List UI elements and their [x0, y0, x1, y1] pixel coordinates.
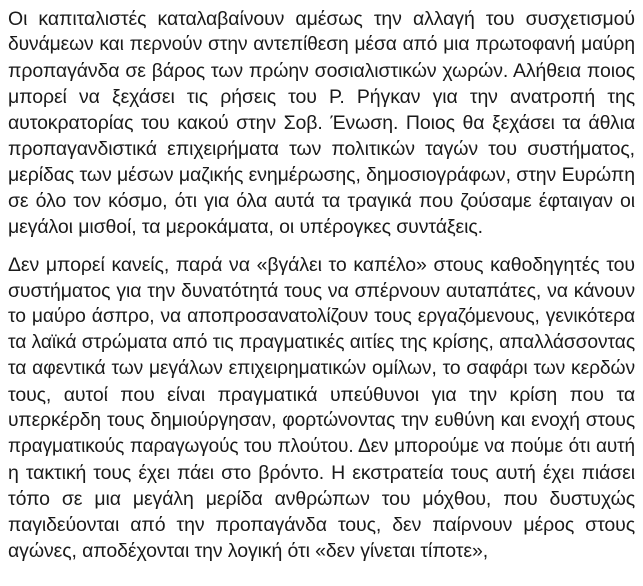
- text-line: η τακτική τους έχει πάει στο βρόντο. Η εκστρατεία τους αυτή έχει πιάσει: [8, 462, 635, 484]
- text-line: προπαγανδιστικά επιχειρήματα των πολιτικών ταγών του συστήματος,: [8, 138, 635, 160]
- text-line: Δεν μπορεί κανείς, παρά να «βγάλει το καπέλο» στους καθοδηγητές του: [8, 254, 635, 276]
- text-line: αγώνες, αποδέχονται την λογική ότι «δεν γίνεται τίποτε»,: [8, 540, 489, 562]
- text-line: τους, αυτοί που είναι πραγματικά υπεύθυνοι για την κρίση που τα: [8, 384, 635, 406]
- text-line: το μαύρο άσπρο, να αποπροσανατολίζουν τους εργαζόμενους, γενικότερα: [8, 306, 635, 327]
- text-line: μπορεί να ξεχάσει τις ρήσεις του Ρ. Ρήγκαν για την ανατροπή της: [8, 86, 635, 108]
- text-line: τα λαϊκά στρώματα από τις πραγματικές αιτίες της κρίσης, απαλλάσσοντας: [8, 332, 635, 353]
- text-line: συστήματος για την δυνατότητά τους να σπέρνουν αυταπάτες, να κάνουν: [8, 280, 635, 302]
- text-line: δυνάμεων και περνούν στην αντεπίθεση μέσα από μια πρωτοφανή μαύρη: [8, 34, 635, 55]
- text-line: μερίδας των μέσων μαζικής ενημέρωσης, δημοσιογράφων, στην Ευρώπη: [8, 164, 635, 186]
- text-line: τα αφεντικά των μεγάλων επιχειρηματικών ομίλων, το σαφάρι των κερδών: [8, 358, 635, 379]
- paragraph-1: [8, 6, 635, 240]
- text-line: τόπο σε μια μεγάλη μερίδα ανθρώπων του μόχθου, που δυστυχώς: [8, 488, 635, 510]
- text-line: μεγάλοι μισθοί, τα μεροκάματα, οι υπέρογκες συντάξεις.: [8, 216, 483, 238]
- text-line: σε όλο τον κόσμο, ότι για όλα αυτά τα τραγικά που ζούσαμε έφταιγαν οι: [8, 190, 635, 212]
- text-line: προπαγάνδα σε βάρος των πρώην σοσιαλιστικών χωρών. Αλήθεια ποιος: [8, 60, 635, 82]
- text-line: Οι καπιταλιστές καταλαβαίνουν αμέσως την αλλαγή του συσχετισμού: [8, 8, 635, 30]
- text-line: πραγματικούς παραγωγούς του πλούτου. Δεν μπορούμε να πούμε ότι αυτή: [8, 436, 635, 457]
- paragraph-2: [8, 252, 635, 564]
- text-line: παγιδεύονται από την προπαγάνδα τους, δεν παίρνουν μέρος στους: [8, 514, 635, 536]
- text-line: υπερκέρδη τους δημιούργησαν, φορτώνοντας την ευθύνη και ενοχή στους: [8, 410, 635, 431]
- text-line: αυτοκρατορίας του κακού στην Σοβ. Ένωση. Ποιος θα ξεχάσει τα άθλια: [8, 112, 635, 134]
